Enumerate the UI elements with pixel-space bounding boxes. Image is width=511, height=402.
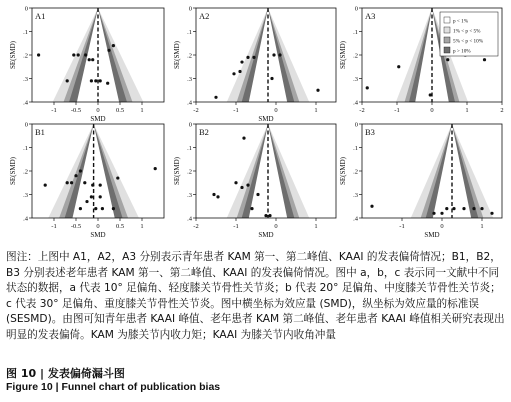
y-tick-label: .3: [187, 76, 192, 83]
data-point: [94, 207, 97, 210]
data-point: [79, 169, 82, 172]
panel-label: B3: [365, 127, 375, 137]
data-point: [429, 93, 432, 96]
data-point: [242, 137, 245, 140]
data-point: [216, 195, 219, 198]
data-point: [246, 56, 249, 59]
data-point: [250, 207, 253, 210]
y-axis-label: SE(SMD): [9, 40, 17, 70]
y-tick-label: .4: [187, 215, 192, 223]
data-point: [72, 53, 75, 56]
y-tick-label: .3: [23, 76, 28, 83]
x-tick-label: 0.5: [115, 223, 125, 230]
data-point: [112, 44, 115, 47]
x-tick-label: 0: [96, 107, 100, 114]
y-tick-label: .1: [23, 29, 28, 36]
panel-label: A2: [199, 11, 210, 21]
legend-label: 1% < p < 5%: [453, 28, 481, 35]
x-tick-label: 0: [274, 223, 278, 230]
data-point: [264, 214, 267, 217]
data-point: [270, 77, 273, 80]
data-point: [85, 200, 88, 203]
data-point: [238, 70, 241, 73]
y-tick-label: .1: [187, 29, 192, 36]
data-point: [44, 184, 47, 187]
data-point: [462, 207, 465, 210]
y-tick-label: .3: [187, 192, 192, 199]
funnel-panel-a2: [173, 6, 336, 124]
data-point: [370, 205, 373, 208]
y-tick-label: .1: [353, 29, 358, 36]
data-point: [490, 212, 493, 215]
data-point: [99, 195, 102, 198]
x-tick-label: 1: [480, 223, 484, 230]
x-tick-label: -1: [399, 223, 405, 230]
data-point: [99, 79, 102, 82]
x-axis-label: SMD: [258, 115, 274, 123]
data-point: [240, 186, 243, 189]
x-axis-label: SMD: [90, 231, 106, 239]
x-tick-label: 1: [314, 107, 318, 114]
data-point: [446, 58, 449, 61]
funnel-panel-a1: [9, 6, 164, 124]
x-tick-label: 0: [274, 107, 278, 114]
data-point: [66, 181, 69, 184]
data-point: [397, 65, 400, 68]
y-tick-label: 0: [24, 121, 28, 129]
x-tick-label: -1: [394, 107, 400, 114]
data-point: [256, 193, 259, 196]
data-point: [83, 181, 86, 184]
data-point: [232, 72, 235, 75]
data-point: [366, 86, 369, 89]
data-point: [154, 167, 157, 170]
x-tick-label: -2: [193, 107, 199, 114]
data-point: [452, 207, 455, 210]
x-tick-label: -0.5: [70, 107, 82, 114]
y-tick-label: .4: [23, 99, 28, 107]
y-tick-label: .2: [353, 52, 358, 60]
panel-label: A1: [35, 11, 46, 21]
figure-caption: 图注：上图中 A1，A2，A3 分别表示青年患者 KAM 第一、第二峰值、KAAI 的发表偏倚情况；B1，B2，B3 分别表述老年患者 KAM 第一、第二峰值、KAAI 的发表偏倚情况。图中 a，b，c 表示同一文献中不同状态的数据，a 代表 10° 足偏角、轻度膝关节骨性关节炎；b 代表 20° 足偏角、中度膝关节骨性关节炎；c 代表 30° 足偏角、重度膝关节骨性关节炎。图中横坐标为效应量 (SMD)，纵坐标为效应量的标准误 (SESMD)。由图可知青年患者 KAAI 峰值、老年患者 KAM 第二峰值、老年患者 KAAI 峰值相关研究表现出明显的发表偏倚。KAM 为膝关节内收力矩；KAAI 为膝关节内收角冲量: [6, 251, 505, 341]
y-tick-label: .3: [353, 192, 358, 199]
x-tick-label: -1: [233, 107, 239, 114]
y-tick-label: .4: [23, 215, 28, 223]
y-axis-label: SE(SMD): [173, 40, 181, 70]
data-point: [116, 176, 119, 179]
legend-label: p < 1%: [453, 18, 469, 25]
data-point: [440, 212, 443, 215]
data-point: [252, 56, 255, 59]
data-point: [107, 49, 110, 52]
y-tick-label: .2: [187, 168, 192, 176]
y-tick-label: .1: [187, 145, 192, 152]
data-point: [88, 58, 91, 61]
data-point: [90, 195, 93, 198]
y-tick-label: 0: [24, 5, 28, 13]
funnel-panel-b3: [339, 122, 502, 240]
data-point: [99, 184, 102, 187]
legend-swatch: [444, 27, 450, 33]
x-tick-label: 1: [140, 107, 144, 114]
data-point: [472, 207, 475, 210]
data-point: [445, 207, 448, 210]
y-tick-label: .4: [187, 99, 192, 107]
legend-label: 5% < p < 10%: [453, 38, 484, 45]
data-point: [66, 79, 69, 82]
data-point: [101, 207, 104, 210]
data-point: [74, 174, 77, 177]
y-tick-label: .2: [23, 52, 28, 60]
data-point: [91, 58, 94, 61]
legend-label: p > 10%: [453, 48, 471, 55]
y-axis-label: SE(SMD): [173, 156, 181, 186]
y-tick-label: .3: [353, 76, 358, 83]
data-point: [246, 184, 249, 187]
x-tick-label: 2: [500, 107, 504, 114]
data-point: [94, 79, 97, 82]
data-point: [70, 181, 73, 184]
y-axis-label: SE(SMD): [9, 156, 17, 186]
data-point: [90, 79, 93, 82]
data-point: [212, 193, 215, 196]
panel-label: A3: [365, 11, 376, 21]
data-point: [79, 207, 82, 210]
legend-swatch: [444, 17, 450, 23]
y-tick-label: .4: [353, 99, 358, 107]
x-tick-label: 0: [96, 223, 100, 230]
x-tick-label: -2: [193, 223, 199, 230]
x-tick-label: 0: [430, 107, 434, 114]
x-tick-label: -1: [51, 107, 57, 114]
x-tick-label: -0.5: [70, 223, 82, 230]
panel-label: B1: [35, 127, 45, 137]
x-axis-label: SMD: [258, 231, 274, 239]
data-point: [234, 181, 237, 184]
funnel-panel-a3: [339, 6, 504, 115]
legend: [440, 12, 498, 56]
y-tick-label: 0: [354, 5, 358, 13]
data-point: [77, 53, 80, 56]
x-tick-label: -1: [233, 223, 239, 230]
x-tick-label: 1: [465, 107, 469, 114]
data-point: [214, 96, 217, 99]
y-tick-label: .1: [353, 145, 358, 152]
x-axis-label: SMD: [424, 231, 440, 239]
y-axis-label: SE(SMD): [339, 40, 347, 70]
data-point: [480, 207, 483, 210]
x-axis-label: SMD: [90, 115, 106, 123]
data-point: [268, 214, 271, 217]
y-tick-label: .2: [353, 168, 358, 176]
x-tick-label: 0.5: [115, 107, 125, 114]
y-tick-label: .4: [353, 215, 358, 223]
data-point: [240, 60, 243, 63]
y-tick-label: .2: [23, 168, 28, 176]
y-tick-label: 0: [188, 5, 192, 13]
y-tick-label: .3: [23, 192, 28, 199]
x-tick-label: 1: [140, 223, 144, 230]
data-point: [91, 184, 94, 187]
x-tick-label: 0: [440, 223, 444, 230]
data-point: [483, 58, 486, 61]
legend-swatch: [444, 37, 450, 43]
figure-title-en: Figure 10 | Funnel chart of publication bias: [6, 381, 221, 393]
x-tick-label: -1: [51, 223, 57, 230]
data-point: [316, 89, 319, 92]
y-tick-label: .2: [187, 52, 192, 60]
data-point: [432, 212, 435, 215]
data-point: [84, 53, 87, 56]
y-axis-label: SE(SMD): [339, 156, 347, 186]
data-point: [272, 53, 275, 56]
figure-title-zh: 图 10 | 发表偏倚漏斗图: [6, 367, 125, 380]
funnel-panel-b2: [173, 122, 336, 240]
y-tick-label: 0: [188, 121, 192, 129]
y-tick-label: .1: [23, 145, 28, 152]
data-point: [278, 53, 281, 56]
data-point: [112, 207, 115, 210]
legend-swatch: [444, 47, 450, 53]
y-tick-label: 0: [354, 121, 358, 129]
data-point: [106, 82, 109, 85]
data-point: [37, 53, 40, 56]
x-tick-label: -2: [359, 107, 365, 114]
x-tick-label: 1: [314, 223, 318, 230]
funnel-panel-b1: [9, 122, 164, 240]
panel-label: B2: [199, 127, 209, 137]
